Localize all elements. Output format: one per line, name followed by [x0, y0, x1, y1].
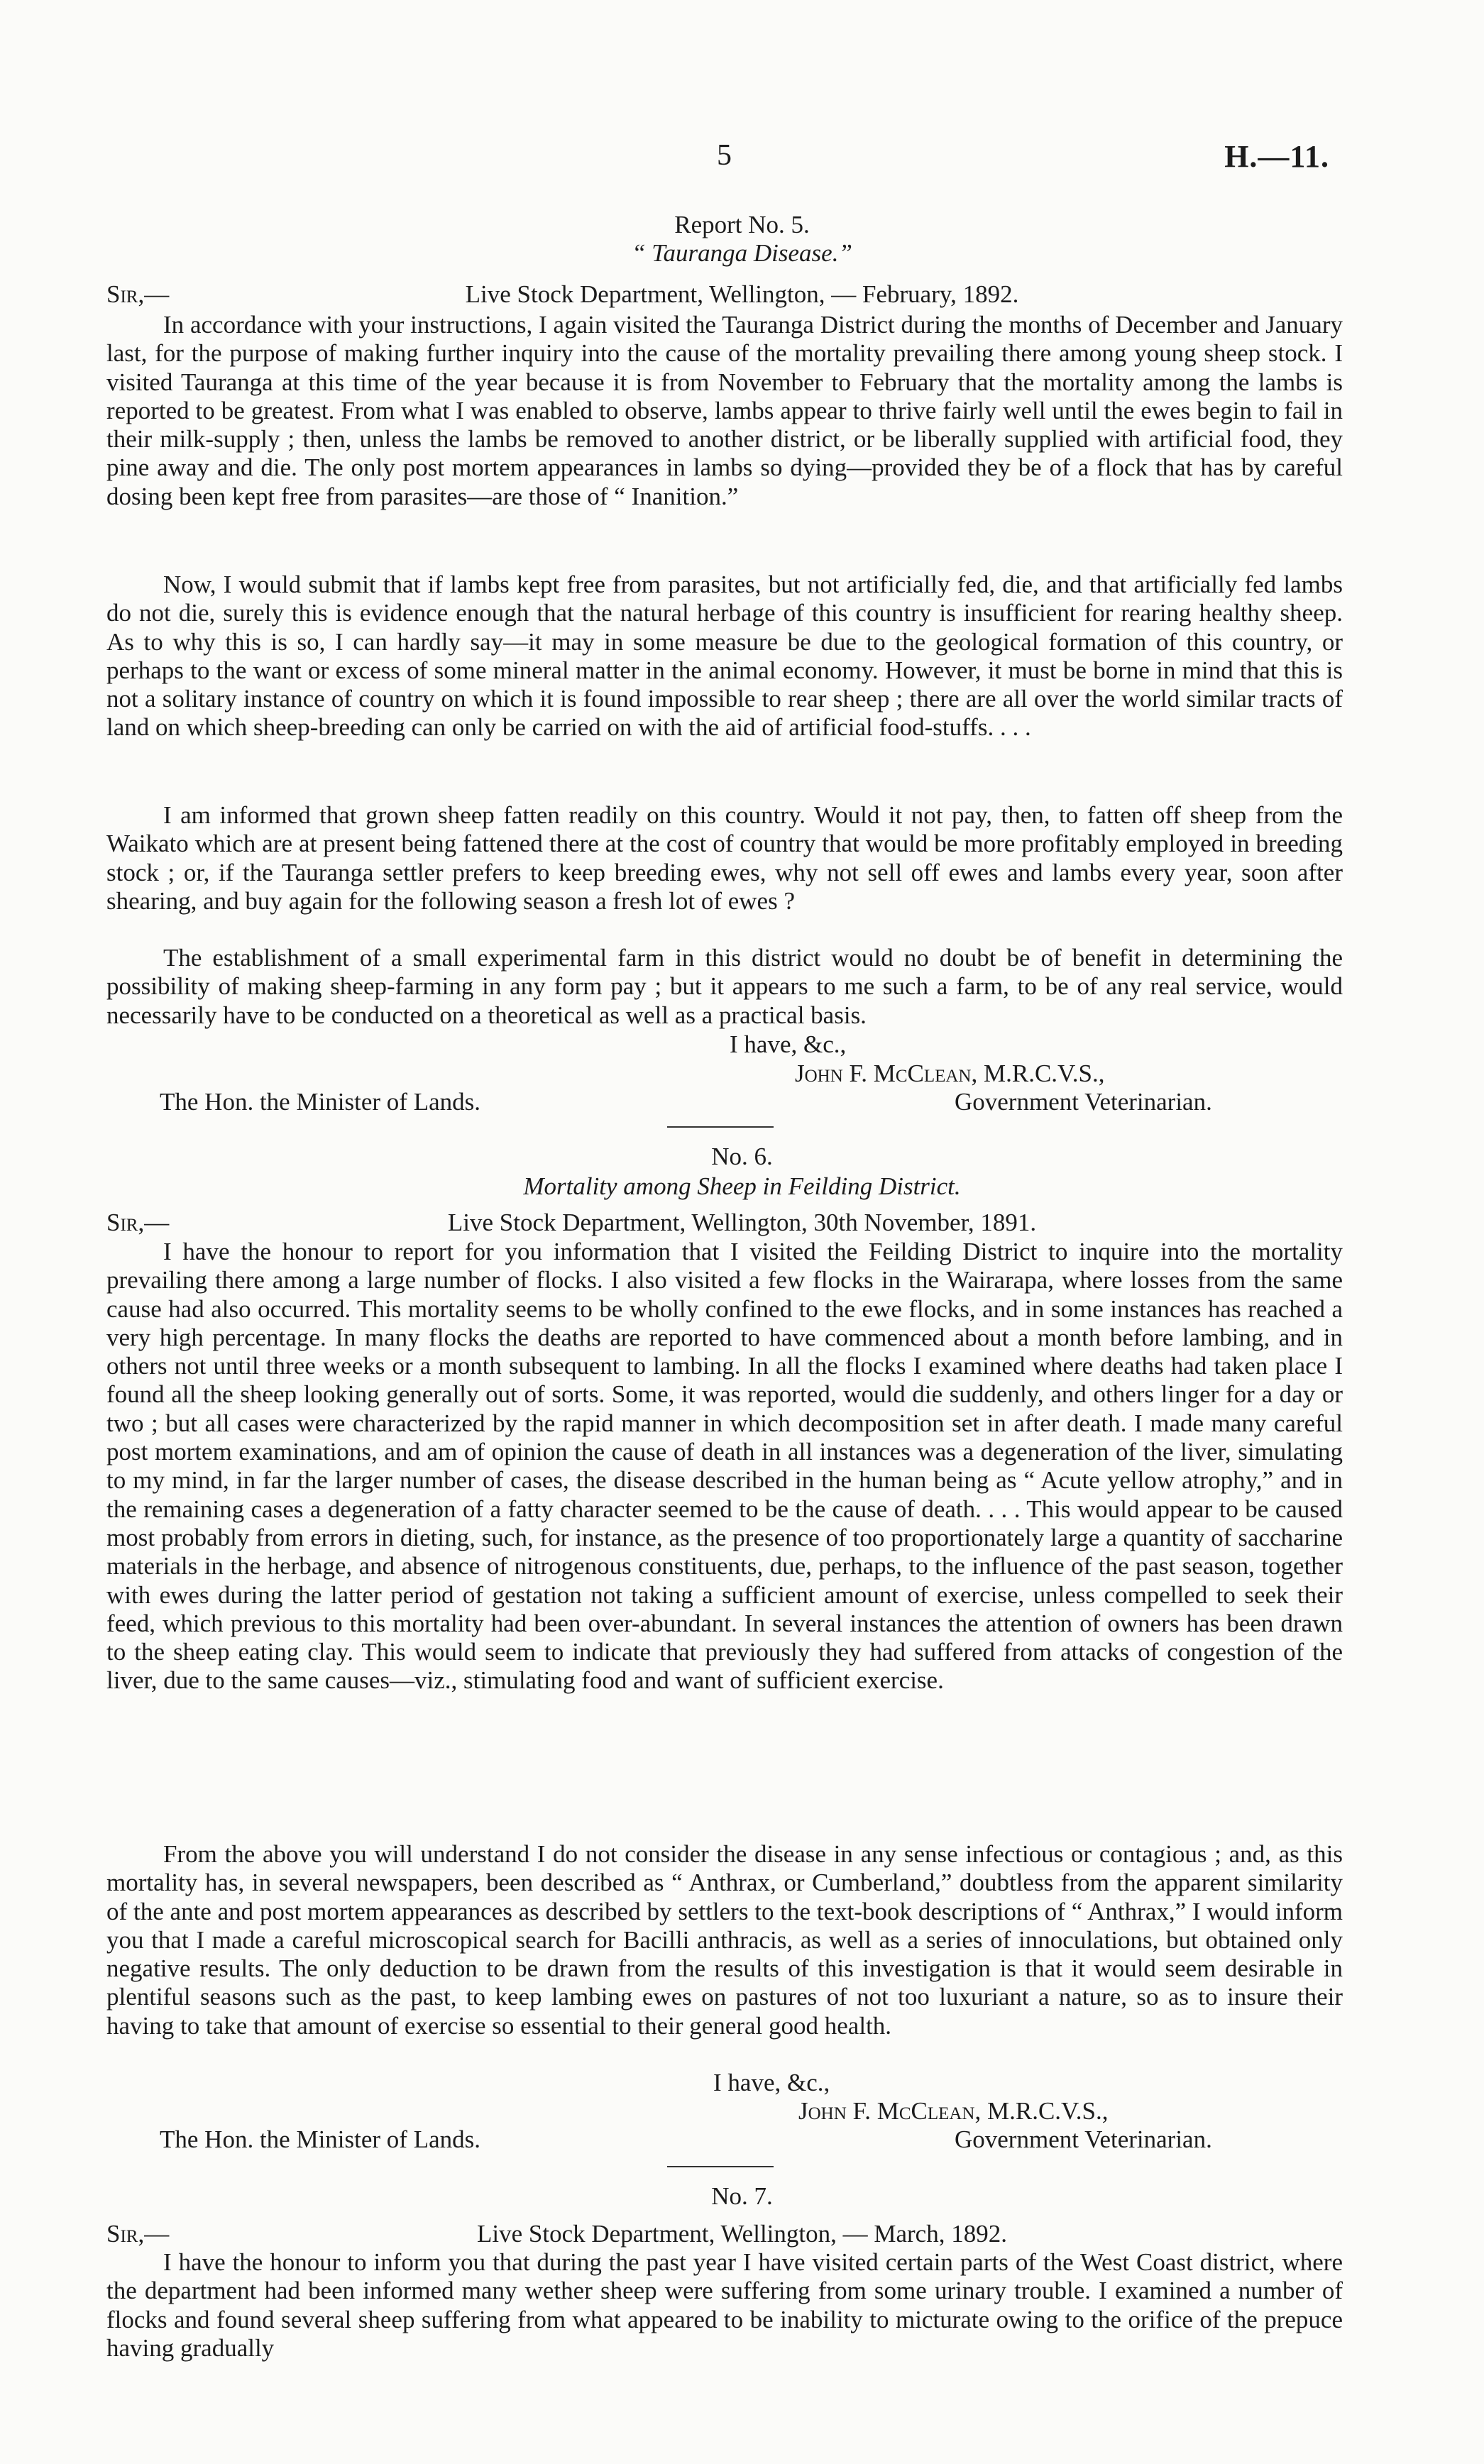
page-number: 5 — [717, 139, 732, 172]
report-6-recipient: The Hon. the Minister of Lands. — [160, 2125, 480, 2153]
report-5-paragraph-3: I am informed that grown sheep fatten readily on this country. Would it not pay, then, to fatten off sheep from the Waikato which are at present being fattened there at the cost of country that would be more profitably employed in breeding stock ; or, if the Tauranga settler prefers to keep breeding ewes, why not sell off ewes and lambs every year, soon after shearing, and buy again for the following season a fresh lot of ewes ? — [106, 801, 1343, 915]
report-5-paragraph-2: Now, I would submit that if lambs kept free from parasites, but not artificially fed, die, and that artificially fed lambs do not die, surely this is evidence enough that the natural herbage of this country is insufficient for rearing healthy sheep. As to why this is so, I can hardly say—it may in some measure be due to the geological formation of this country, or perhaps to the want or excess of some mineral matter in the animal economy. However, it must be borne in mind that this is not a solitary instance of country on which it is found impossible to rear sheep ; there are all over the world similar tracts of land on which sheep-breeding can only be carried on with the aid of artificial food-stuffs. . . . — [106, 571, 1343, 742]
report-5-signatory: John F. McClean, M.R.C.V.S., — [795, 1060, 1105, 1087]
report-5-paragraph-1: In accordance with your instructions, I again visited the Tauranga District during the months of December and January last, for the purpose of making further inquiry into the cause of the mortality prevailing there among young sheep stock. I visited Tauranga at this time of the year because it is from November to February that the mortality among the lambs is reported to be greatest. From what I was enabled to observe, lambs appear to thrive fairly well until the ewes begin to fail in their milk-supply ; then, unless the lambs be removed to another district, or be liberally supplied with artificial food, they pine away and die. The only post mortem appearances in lambs so dying—provided they be of a flock that has by careful dosing been kept free from parasites—are those of “ Inanition.” — [106, 311, 1343, 510]
section-divider — [667, 1126, 774, 1128]
report-5-salutation: Sir,— — [106, 280, 170, 308]
report-6-address: Live Stock Department, Wellington, 30th November, 1891. — [447, 1209, 1037, 1236]
report-6-paragraph-2: From the above you will understand I do not consider the disease in any sense infectious or contagious ; and, as this mortality has, in several newspapers, been described as “ Anthrax, or Cumberland,” doubtless from the apparent similarity of the ante and post mortem appearances as described by settlers to the text-book descriptions of “ Anthrax,” I would inform you that I made a careful microscopical search for Bacilli anthracis, as well as a series of innoculations, but obtained only negative results. The only deduction to be drawn from the results of this investigation is that it would seem desirable in plentiful seasons such as the past, to keep lambing ewes on pastures of not too luxuriant a nature, so as to insure their having to take that amount of exercise so essential to their general good health. — [106, 1840, 1343, 2040]
report-7-title: No. 7. — [711, 2182, 773, 2210]
report-6-salutation: Sir,— — [106, 1209, 170, 1236]
report-6-title: No. 6. — [711, 1143, 773, 1170]
report-6-closing: I have, &c., — [713, 2069, 830, 2096]
report-6-position: Government Veterinarian. — [955, 2125, 1212, 2153]
report-5-title: Report No. 5. — [674, 211, 810, 238]
document-reference: H.—11. — [1224, 139, 1329, 174]
section-divider — [667, 2166, 774, 2167]
report-7-address: Live Stock Department, Wellington, — March, 1892. — [477, 2220, 1007, 2248]
report-5-address: Live Stock Department, Wellington, — February, 1892. — [465, 280, 1019, 308]
report-5-position: Government Veterinarian. — [955, 1088, 1212, 1116]
report-7-paragraph-1: I have the honour to inform you that during the past year I have visited certain parts of the West Coast district, where the department had been informed many wether sheep were suffering from some urinary trouble. I examined a number of flocks and found several sheep suffering from what appeared to be inability to micturate owing to the orifice of the prepuce having gradually — [106, 2248, 1343, 2362]
report-6-signatory: John F. McClean, M.R.C.V.S., — [798, 2097, 1109, 2125]
report-6-subtitle: Mortality among Sheep in Feilding District. — [523, 1172, 961, 1200]
report-5-subtitle: “ Tauranga Disease.” — [632, 239, 852, 267]
report-7-salutation: Sir,— — [106, 2220, 170, 2248]
report-5-closing: I have, &c., — [730, 1030, 847, 1058]
report-5-recipient: The Hon. the Minister of Lands. — [160, 1088, 480, 1116]
page-header — [0, 138, 1484, 181]
report-6-paragraph-1: I have the honour to report for you information that I visited the Feilding District to inquire into the mortality prevailing there among a large number of flocks. I also visited a few flocks in the Wairarapa, where losses from the same cause had also occurred. This mortality seems to be wholly confined to the ewe flocks, and in some instances has reached a very high percentage. In many flocks the deaths are reported to have commenced about a month before lambing, and in others not until three weeks or a month subsequent to lambing. In all the flocks I examined where deaths had taken place I found all the sheep looking generally out of sorts. Some, it was reported, would die suddenly, and others linger for a day or two ; but all cases were characterized by the rapid manner in which decomposition set in after death. I made many careful post mortem examinations, and am of opinion the cause of death in all instances was a degeneration of the liver, simulating to my mind, in far the larger number of cases, the disease described in the human being as “ Acute yellow atrophy,” and in the remaining cases a degeneration of a fatty character seemed to be the cause of death. . . . This would appear to be caused most probably from errors in dieting, such, for instance, as the presence of too proportionately large a quantity of saccharine materials in the herbage, and absence of nitrogenous constituents, due, perhaps, to the influence of the past season, together with ewes during the latter period of gestation not taking a sufficient amount of exercise, unless compelled to seek their feed, which previous to this mortality had been over-abundant. In several instances the attention of owners has been drawn to the sheep eating clay. This would seem to indicate that previously they had suffered from attacks of congestion of the liver, due to the same causes—viz., stimulating food and want of sufficient exercise. — [106, 1238, 1343, 1695]
report-5-paragraph-4: The establishment of a small experimental farm in this district would no doubt be of benefit in determining the possibility of making sheep-farming in any form pay ; but it appears to me such a farm, to be of any real service, would necessarily have to be conducted on a theoretical as well as a practical basis. — [106, 944, 1343, 1029]
